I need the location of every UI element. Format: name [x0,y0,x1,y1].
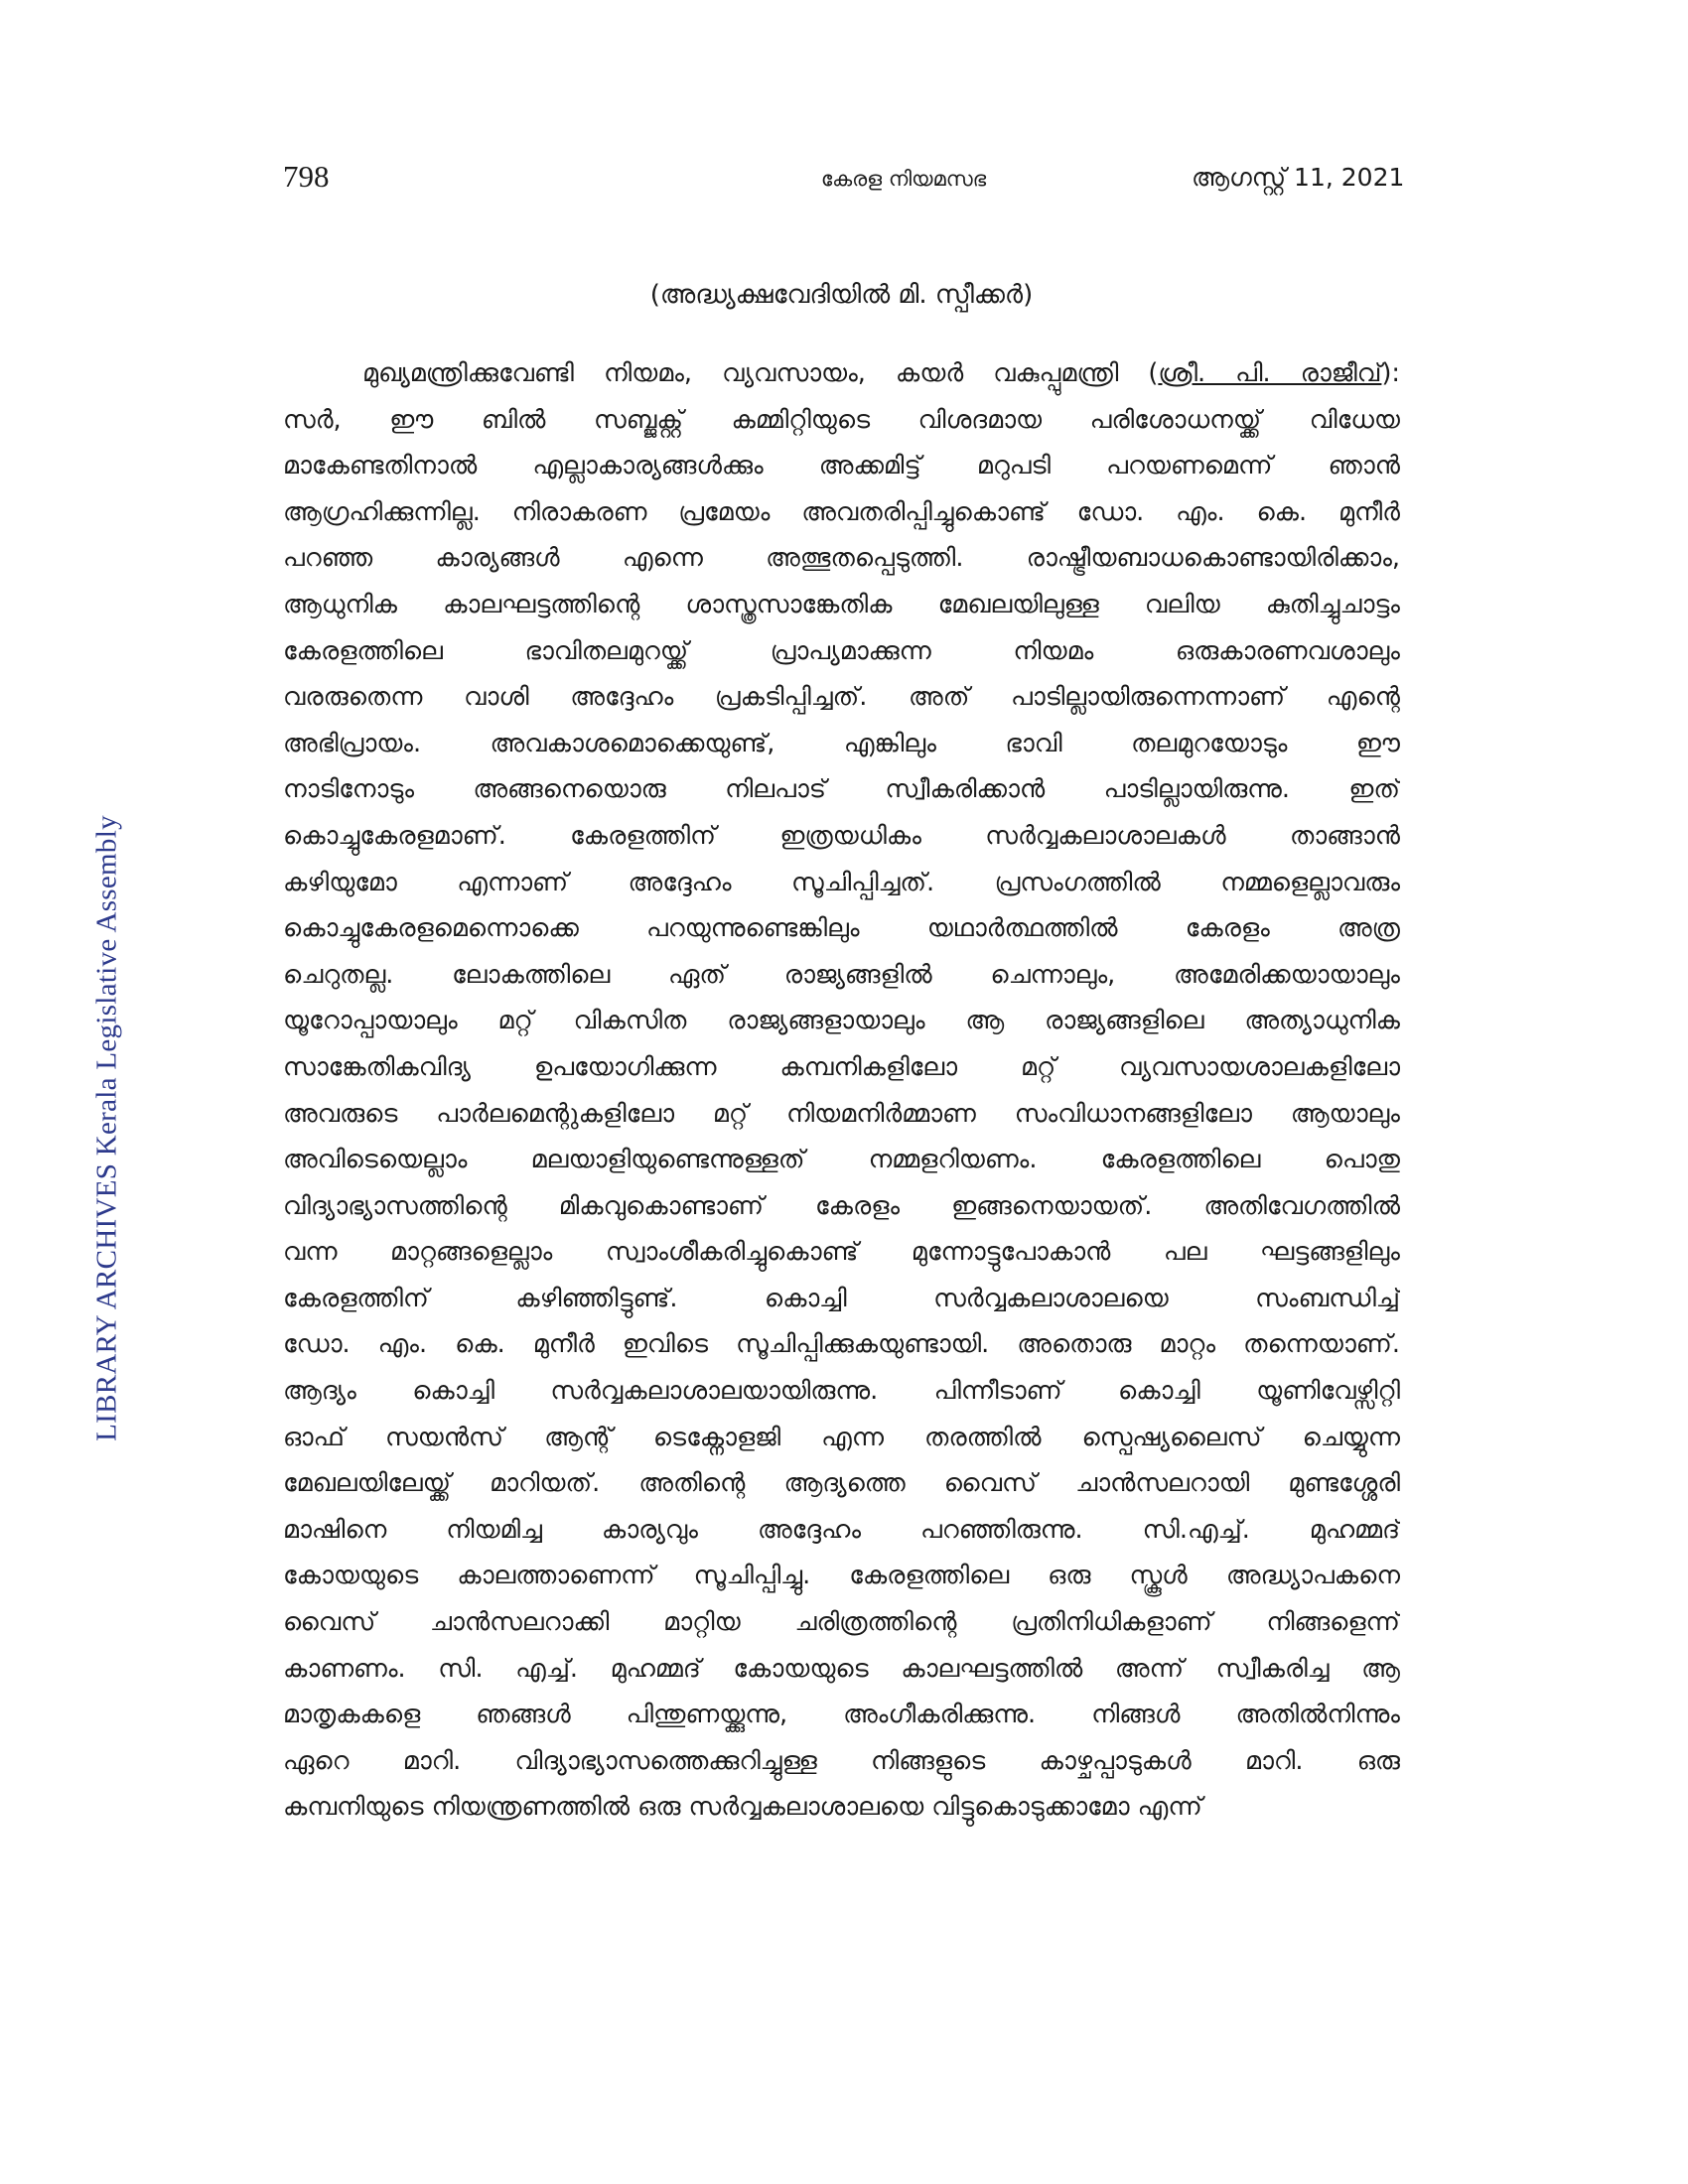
speech-line: മാഷിനെ നിയമിച്ച കാര്യവും അദ്ദേഹം പറഞ്ഞിരുന്നു. സി.എച്ച്. മുഹമ്മദ് [283,1514,1400,1545]
speech-line: സാങ്കേതികവിദ്യ ഉപയോഗിക്കുന്ന കമ്പനികളിലോ മറ്റ് വ്യവസായശാലകളിലോ [283,1051,1400,1082]
speech-line: വിദ്യാഭ്യാസത്തിന്റെ മികവുകൊണ്ടാണ് കേരളം ഇങ്ങനെയായത്. അതിവേഗത്തിൽ [283,1190,1400,1221]
speech-line: കൊച്ചുകേരളമാണ്. കേരളത്തിന് ഇത്രയധികം സർവ്വകലാശാലകൾ താങ്ങാൻ [283,820,1400,851]
speaker-name: ശ്രീ. പി. രാജീവ് [1158,358,1382,388]
speech-line: അവരുടെ പാർലമെന്റുകളിലോ മറ്റ് നിയമനിർമ്മാണ സംവിധാനങ്ങളിലോ ആയാലും [283,1098,1400,1129]
speech-line: വൈസ് ചാൻസലറാക്കി മാറ്റിയ ചരിത്രത്തിന്റെ പ്രതിനിധികളാണ് നിങ്ങളെന്ന് [283,1607,1400,1638]
speech-line: ചെറുതല്ല. ലോകത്തിലെ ഏത് രാജ്യങ്ങളിൽ ചെന്നാലും, അമേരിക്കയായാലും [283,959,1400,990]
speech-line: മേഖലയിലേയ്ക്ക് മാറിയത്. അതിന്റെ ആദ്യത്തെ വൈസ് ചാൻസലറായി മുണ്ടശ്ശേരി [283,1468,1400,1499]
running-header-date: ആഗസ്റ്റ് 11, 2021 [1192,163,1405,192]
speech-line: അഭിപ്രായം. അവകാശമൊക്കെയുണ്ട്, എങ്കിലും ഭാവി തലമുറയോടും ഈ [283,728,1400,758]
speech-line: പറഞ്ഞ കാര്യങ്ങൾ എന്നെ അത്ഭുതപ്പെടുത്തി. രാഷ്ട്രീയബാധകൊണ്ടായിരിക്കാം, [283,543,1400,574]
speech-line: നാടിനോടും അങ്ങനെയൊരു നിലപാട് സ്വീകരിക്കാൻ പാടില്ലായിരുന്നു. ഇത് [283,774,1400,805]
speaker-line [283,350,1400,397]
presiding-officer-note: (അദ്ധ്യക്ഷവേദിയിൽ മി. സ്പീക്കർ) [649,280,1034,310]
speech-line: വന്ന മാറ്റങ്ങളെല്ലാം സ്വാംശീകരിച്ചുകൊണ്ട് മുന്നോട്ടുപോകാൻ പല ഘട്ടങ്ങളിലും [283,1237,1400,1268]
speech-line: ഏറെ മാറി. വിദ്യാഭ്യാസത്തെക്കുറിച്ചുള്ള നിങ്ങളുടെ കാഴ്ചപ്പാടുകൾ മാറി. ഒരു [283,1745,1400,1776]
speech-line: കാണണം. സി. എച്ച്. മുഹമ്മദ് കോയയുടെ കാലഘട്ടത്തിൽ അന്ന് സ്വീകരിച്ച ആ [283,1653,1400,1684]
speech-line: വരരുതെന്ന വാശി അദ്ദേഹം പ്രകടിപ്പിച്ചത്. അത് പാടില്ലായിരുന്നെന്നാണ് എന്റെ [283,682,1400,713]
speech-line: കേരളത്തിലെ ഭാവിതലമുറയ്ക്ക് പ്രാപ്യമാക്കുന്ന നിയമം ഒരുകാരണവശാലും [283,635,1400,666]
speech-line: കോയയുടെ കാലത്താണെന്ന് സൂചിപ്പിച്ചു. കേരളത്തിലെ ഒരു സ്കൂൾ അദ്ധ്യാപകനെ [283,1561,1400,1591]
running-header-title: കേരള നിയമസഭ [820,167,987,191]
library-archives-watermark: LIBRARY ARCHIVES Kerala Legislative Assembly [90,815,123,1441]
speech-line: കേരളത്തിന് കഴിഞ്ഞിട്ടുണ്ട്. കൊച്ചി സർവ്വകലാശാലയെ സംബന്ധിച്ച് [283,1283,1400,1313]
speech-line: ആഗ്രഹിക്കുന്നില്ല. നിരാകരണ പ്രമേയം അവതരിപ്പിച്ചുകൊണ്ട് ഡോ. എം. കെ. മുനീർ [283,496,1400,527]
speech-body [283,350,1400,1831]
page-number: 798 [283,159,330,194]
speech-line: ഓഫ് സയൻസ് ആന്റ് ടെക്നോളജി എന്ന തരത്തിൽ സ്പെഷ്യലൈസ് ചെയ്യുന്ന [283,1422,1400,1452]
speech-line: കഴിയുമോ എന്നാണ് അദ്ദേഹം സൂചിപ്പിച്ചത്. പ്രസംഗത്തിൽ നമ്മളെല്ലാവരും [283,867,1400,897]
speech-line: സർ, ഈ ബിൽ സബ്ജക്റ്റ് കമ്മിറ്റിയുടെ വിശദമായ പരിശോധനയ്ക്ക് വിധേയ [283,404,1400,435]
speech-line: കമ്പനിയുടെ നിയന്ത്രണത്തിൽ ഒരു സർവ്വകലാശാലയെ വിട്ടുകൊടുക്കാമോ എന്ന് [283,1792,1202,1823]
speech-line: കൊച്ചുകേരളമെന്നൊക്കെ പറയുന്നുണ്ടെങ്കിലും യഥാർത്ഥത്തിൽ കേരളം അത്ര [283,913,1400,944]
speech-line: അവിടെയെല്ലാം മലയാളിയുണ്ടെന്നുള്ളത് നമ്മളറിയണം. കേരളത്തിലെ പൊതു [283,1145,1400,1175]
speech-line: ആധുനിക കാലഘട്ടത്തിന്റെ ശാസ്ത്രസാങ്കേതിക മേഖലയിലുള്ള വലിയ കുതിച്ചുചാട്ടം [283,589,1400,619]
speaker-colon: ): [1381,358,1400,388]
speaker-designation: മുഖ്യമന്ത്രിക്കുവേണ്ടി നിയമം, വ്യവസായം, കയർ വകുപ്പുമന്ത്രി ( [362,358,1159,388]
speech-line: ആദ്യം കൊച്ചി സർവ്വകലാശാലയായിരുന്നു. പിന്നീടാണ് കൊച്ചി യൂണിവേഴ്സിറ്റി [283,1376,1400,1407]
speech-line: മാകേണ്ടതിനാൽ എല്ലാകാര്യങ്ങൾക്കും അക്കമിട്ട് മറുപടി പറയണമെന്ന് ഞാൻ [283,451,1400,481]
speech-line: ഡോ. എം. കെ. മുനീർ ഇവിടെ സൂചിപ്പിക്കുകയുണ്ടായി. അതൊരു മാറ്റം തന്നെയാണ്. [283,1329,1400,1360]
speech-line: മാതൃകകളെ ഞങ്ങൾ പിന്തുണയ്ക്കുന്നു, അംഗീകരിക്കുന്നു. നിങ്ങൾ അതിൽനിന്നും [283,1700,1400,1730]
speech-line: യൂറോപ്പായാലും മറ്റ് വികസിത രാജ്യങ്ങളായാലും ആ രാജ്യങ്ങളിലെ അത്യാധുനിക [283,1006,1400,1036]
